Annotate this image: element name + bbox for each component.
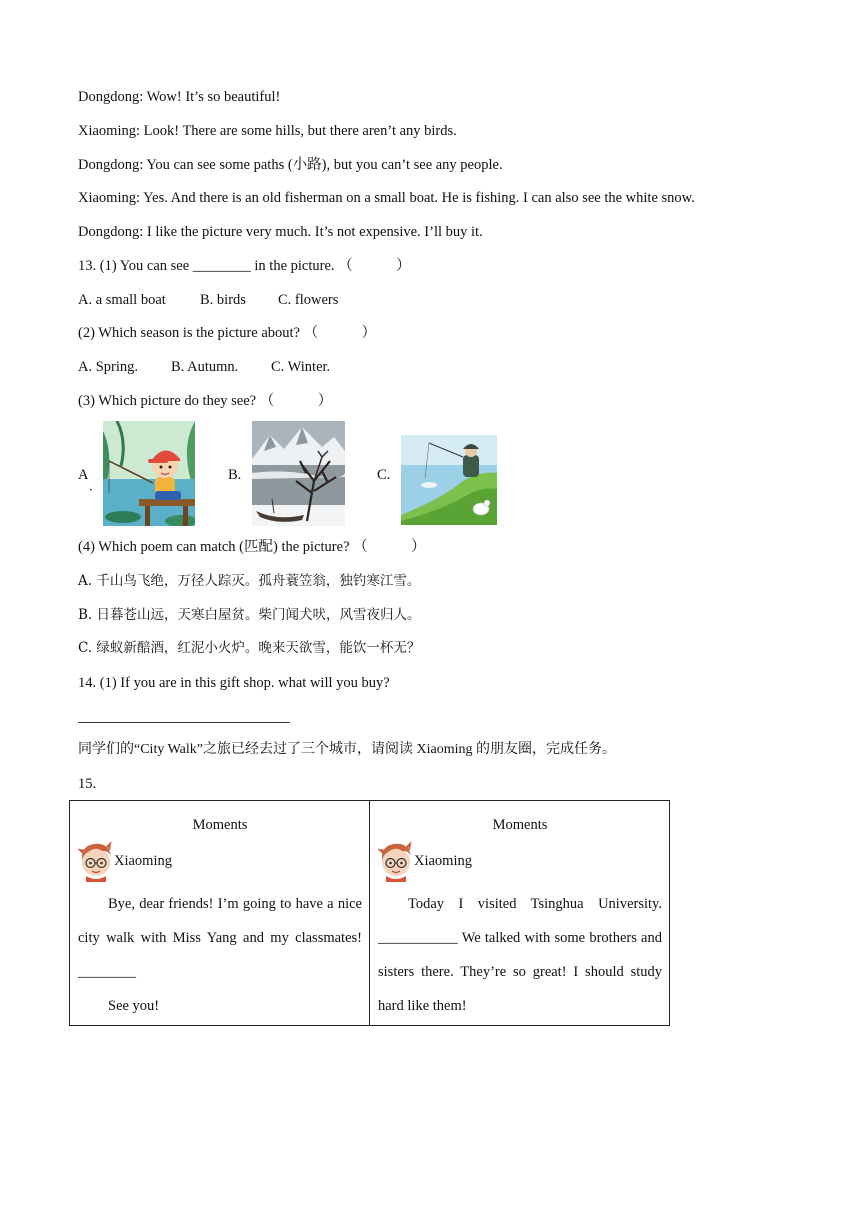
option-b: B. birds [200,292,246,308]
dialogue-line-3: Dongdong: You can see some paths (小路), but you can’t see any people. [78,157,503,173]
avatar-icon [378,840,414,882]
q13-1-options [78,290,338,310]
moments-card-1 [70,801,370,1026]
dialogue-line-5: Dongdong: I like the picture very much. It’s not expensive. I’ll buy it. [78,224,483,240]
moments-user [78,841,362,881]
q13-4-question: (4) Which poem can match (匹配) the picture? （ ） [78,539,426,555]
q15-label: 15. [78,776,97,792]
moments-post-body [78,887,362,989]
moments-post-text: Today I visited Tsinghua University. ___________ We talked with some brothers and sisters there. They’re so great! I should study hard like them! [378,896,662,1014]
option-c: C. flowers [278,292,339,308]
q13-3-question: (3) Which picture do they see? （ ） [78,393,333,409]
q14-1-question: 14. (1) If you are in this gift shop. what will you buy? [78,675,390,691]
moments-post-text: Bye, dear friends! I’m going to have a nice city walk with Miss Yang and my classmates! ________ [78,896,362,980]
moments-user [378,841,662,881]
option-c: C. Winter. [271,359,331,375]
picture-label-a-dot: ． [89,479,102,493]
q13-2-question: (2) Which season is the picture about? （ ） [78,325,377,341]
poem-option-a: A. 千山鸟飞绝，万径人踪灭。孤舟蓑笠翁，独钓寒江雪。 [78,573,421,589]
picture-b-snow-boat [252,421,345,526]
moments-post-sign: See you! [108,998,160,1014]
avatar-icon [78,840,114,882]
picture-label-b: B. [228,467,242,483]
answer-blank-line [78,722,290,723]
dialogue-line-1: Dongdong: Wow! It’s so beautiful! [78,89,281,105]
moments-table [69,800,670,1026]
picture-c-hill-fisherman [401,435,497,525]
picture-a-boy-fishing [103,421,195,526]
moments-username: Xiaoming [114,852,172,869]
moments-card-2 [370,801,670,1026]
option-a: A. a small boat [78,292,166,308]
option-a: A. Spring. [78,359,139,375]
picture-label-c: C. [377,467,391,483]
q13-2-options [78,357,330,377]
dialogue-line-4: Xiaoming: Yes. And there is an old fisherman on a small boat. He is fishing. I can also see the white snow. [78,190,695,206]
moments-post-body [378,887,662,1023]
poem-option-b: B. 日暮苍山远，天寒白屋贫。柴门闻犬吠，风雪夜归人。 [78,607,421,623]
poem-option-c: C. 绿蚁新醅酒，红泥小火炉。晚来天欲雪，能饮一杯无？ [78,640,421,656]
dialogue-line-2: Xiaoming: Look! There are some hills, but there aren’t any birds. [78,123,457,139]
moments-title: Moments [192,817,248,833]
moments-title: Moments [492,817,548,833]
picture-label-a: A [78,467,89,483]
q13-1-question: 13. (1) You can see ________ in the picture. （ ） [78,258,411,274]
moments-username: Xiaoming [414,852,472,869]
q15-intro: 同学们的“City Walk”之旅已经去过了三个城市，请阅读 Xiaoming 的朋友圈，完成任务。 [78,742,616,757]
option-b: B. Autumn. [171,359,239,375]
